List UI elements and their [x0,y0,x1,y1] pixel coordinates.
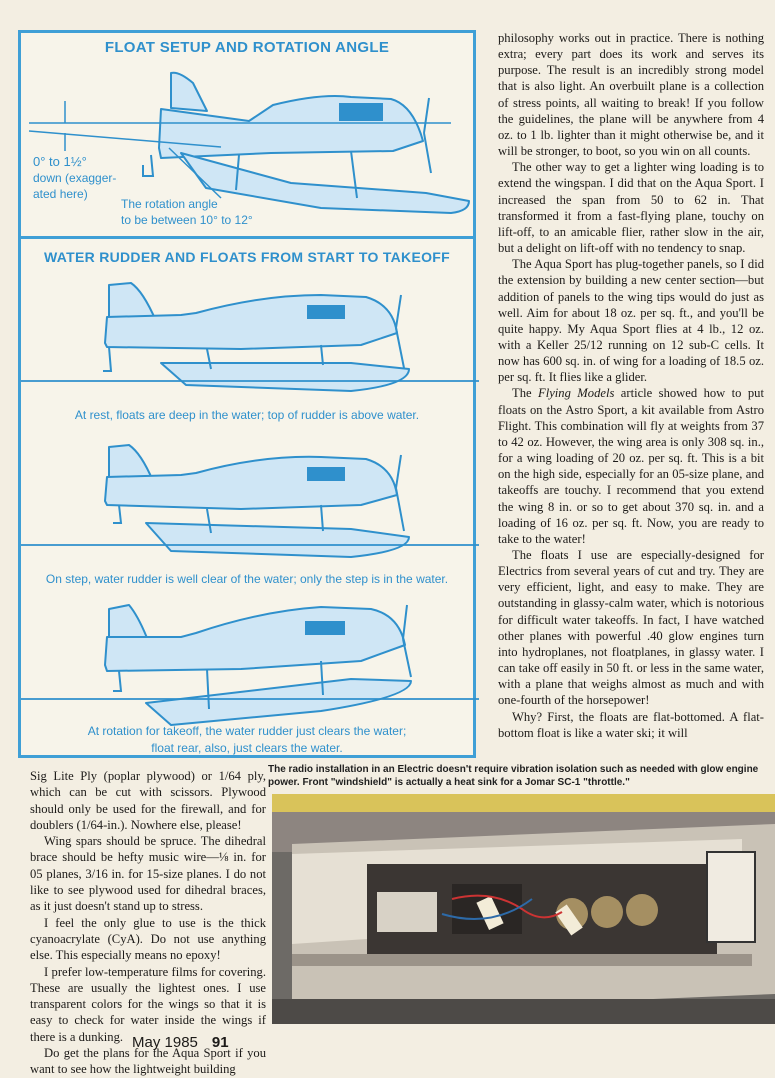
on-step-diagram [21,433,479,573]
article-paragraph: I feel the only glue to use is the thick cyanoacrylate (CyA). Do not use anything else. This especially means no epoxy! [30,915,266,963]
caption-takeoff: At rotation for takeoff, the water rudder just clears the water; float rear, also, just clears the water. [87,724,407,755]
diagram-panel [18,30,476,758]
article-paragraph: The other way to get a lighter wing loading is to extend the wingspan. I did that on the Aqua Sport. I increased the span from 50 to 62 in. That transformed it from a fast-flying plane, touchy on lift-off, to an amicable flier, rather slow in the air, but a delight on lift-off with no tendency to snap. [498,160,764,256]
page-footer [132,1034,229,1051]
issue-date: May 1985 [132,1034,198,1051]
article-paragraph: Do get the plans for the Aqua Sport if you want to see how the lightweight building [30,1046,266,1077]
article-paragraph: Sig Lite Ply (poplar plywood) or 1/64 ply, which can be cut with scissors. Plywood should only be used for the firewall, and for doublers (1/64-in.). Nowhere else, please! [30,769,266,832]
page-number: 91 [211,1034,229,1051]
at-rest-diagram [21,273,479,413]
article-paragraph: The floats I use are especially-designed for Electrics from several years of cut and try. They are very efficient, light, and easy to make. They are outstanding in glassy-calm water, which is notorious for difficult water takeoffs. In fact, I have watched other planes with powerful .40 glow engines turn into hydroplanes, not floatplanes, in glassy water. I can take off easily in 50 ft. or less in the same water, with a plane that weighs almost as much and with one-fourth of the horsepower! [498,548,764,708]
diagram-title-water-rudder: WATER RUDDER AND FLOATS FROM START TO TAKEOFF [44,249,450,265]
article-column-left [30,768,266,1078]
article-column-right [498,30,764,741]
article-paragraph: Why? First, the floats are flat-bottomed. A flat-bottom float is like a water ski; it will [498,709,764,740]
caption-at-rest: At rest, floats are deep in the water; top of rudder is above water. [74,408,420,422]
radio-installation-photo [272,794,775,1024]
angle-label: 0° to 1½° down (exagger- ated here) [33,154,117,201]
article-paragraph: The Aqua Sport has plug-together panels, so I did the extension by building a new center section—but addition of panels to the wing tips would do just as well. Aim for about 18 oz. per sq. ft., and you'll be quite happy. My Aqua Sport flies at 4 lb., 12 oz. with a Keller 25/12 running on 12 sub-C cells. It now has 600 sq. in. of wing for a loading of 18.5 oz. per sq. ft. It flies like a glider. [498,257,764,385]
article-paragraph: Wing spars should be spruce. The dihedral brace should be hefty music wire—⅛ in. for 05 planes, 3/16 in. for 15-size planes. I do not like to see plywood used for dihedral braces, as it just doesn't stand up to stress. [30,834,266,914]
rotation-label: The rotation angle to be between 10° to 12° [121,197,253,227]
tail-fin [171,73,207,111]
article-paragraph: I prefer low-temperature films for covering. These are usually the lightest ones. I use transparent colors for the wings so that it is easy to check for water inside the wings if there is a dunking. [30,964,266,1044]
article-paragraph: philosophy works out in practice. There is nothing extra; every part does its work and serves its purpose. The result is an incredibly strong model that is also light. An overbuilt plane is a collection of stress points, all waiting to break! If you follow the guidelines, the plane will be anywhere from 4 oz. to 1 lb. lighter than it might otherwise be, and it will be stronger, to boot, so you win on all counts. [498,31,764,159]
windshield [339,103,383,121]
photo-caption: The radio installation in an Electric doesn't require vibration isolation such as needed with glow engine power. Front "windshield" is actually a heat sink for a Jomar SC-1 "throttle." [268,764,759,788]
caption-on-step: On step, water rudder is well clear of the water; only the step is in the water. [45,572,449,586]
diagram-title-float-setup: FLOAT SETUP AND ROTATION ANGLE [104,39,390,56]
article-paragraph: The Flying Models article showed how to put floats on the Astro Sport, a kit available from Astro Flight. This combination will fly at weights from 37 to 42 oz. However, the wing area is only 308 sq. in., for a wing loading of 20 oz. per sq. ft. This is a bit on the high side, especially for an 05-size plane, and takeoffs are touchy. I recommend that you extend the wing 8 in. or so to get about 370 sq. in. and a loading of 16 oz. per sq. ft. Now, you are ready to take to the water! [498,386,764,546]
takeoff-rotation-diagram [21,599,479,739]
panel-divider [21,236,473,239]
